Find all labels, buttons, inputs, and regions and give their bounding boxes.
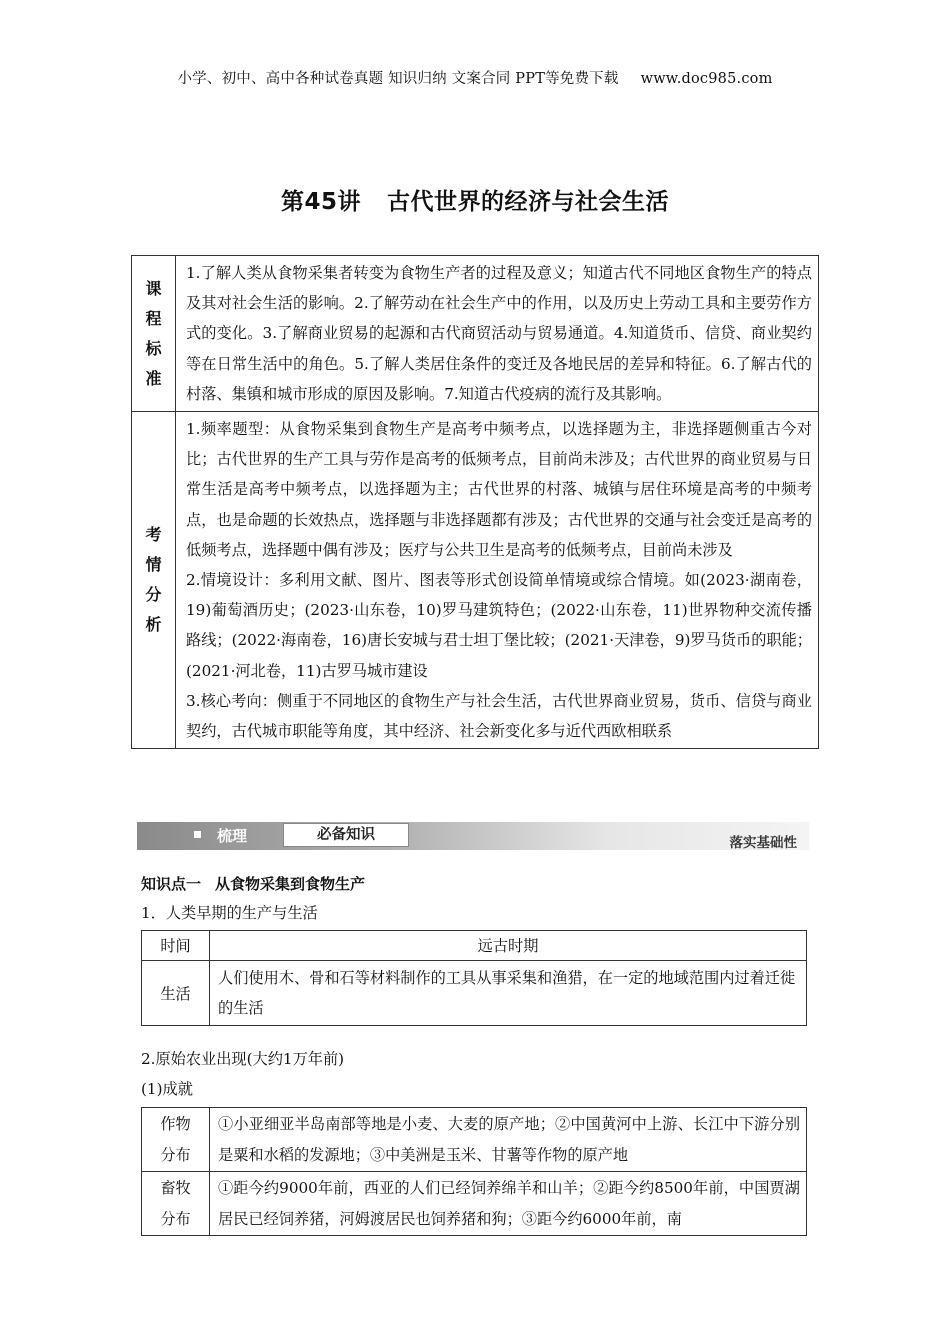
row-label-line: 作物 xyxy=(160,1115,191,1133)
sub1-heading: (1)成就 xyxy=(141,1080,193,1098)
row-label-line: 分布 xyxy=(160,1209,191,1228)
exam-label-char: 考 xyxy=(145,525,162,545)
table-row xyxy=(142,1172,807,1236)
table-row xyxy=(142,961,807,1026)
item1-heading: 1．人类早期的生产与生活 xyxy=(141,904,318,922)
item2-heading: 2.原始农业出现(大约1万年前) xyxy=(141,1050,345,1068)
row-label-line: 分布 xyxy=(160,1145,191,1164)
lecture-number: 第45讲 xyxy=(280,189,361,215)
exam-label-char: 分 xyxy=(145,585,162,605)
table-row xyxy=(142,931,807,961)
banner-right-label: 落实基础性 xyxy=(729,835,797,851)
crop-distribution-text: ①小亚细亚半岛南部等地是小麦、大麦的原产地；②中国黄河中上游、长江中下游分别是粟和水稻的发源地；③中美洲是玉米、甘薯等作物的原产地 xyxy=(210,1108,807,1172)
exam-analysis-row xyxy=(132,412,819,749)
curriculum-text xyxy=(176,256,819,412)
banner-section-label: 梳理 xyxy=(217,827,248,845)
header-url[interactable]: www.doc985.com xyxy=(640,71,773,87)
exam-label-char: 析 xyxy=(145,615,162,635)
section-banner xyxy=(137,822,809,850)
exam-paragraph-frequency: 1.频率题型：从食物采集到食物生产是高考中频考点，以选择题为主，非选择题侧重古今对比；古代世界的生产工具与劳作是高考的低频考点，目前尚未涉及；古代世界的商业贸易与日常生活是高考中频考点，以选择题为主；古代世界的村落、城镇与居住环境是高考的中频考点，也是命题的长效热点，选择题与非选择题都有涉及；古代世界的交通与社会变迁是高考的低频考点，选择题中偶有涉及；医疗与公共卫生是高考的低频考点，目前尚未涉及 xyxy=(186,420,812,559)
page-header xyxy=(0,67,950,88)
curriculum-label xyxy=(132,256,176,412)
table1-header-right: 远古时期 xyxy=(210,931,807,961)
knowledge-point-label: 知识点一 xyxy=(141,875,202,893)
livestock-distribution-label xyxy=(142,1172,210,1236)
crop-distribution-label xyxy=(142,1108,210,1172)
table1-row-right: 人们使用木、骨和石等材料制作的工具从事采集和渔猎，在一定的地域范围内过着迁徙的生活 xyxy=(210,961,807,1026)
curriculum-row xyxy=(132,256,819,412)
row-label-line: 畜牧 xyxy=(160,1179,191,1197)
curriculum-label-char: 标 xyxy=(145,338,162,358)
knowledge-point-heading xyxy=(141,873,365,894)
standards-table xyxy=(131,255,819,749)
header-site-text: 小学、初中、高中各种试卷真题 知识归纳 文案合同 PPT等免费下载 xyxy=(177,71,619,87)
square-bullet-icon xyxy=(194,831,201,838)
curriculum-label-char: 课 xyxy=(145,278,162,298)
table1-row-left: 生活 xyxy=(142,961,210,1026)
exam-paragraph-core: 3.核心考向：侧重于不同地区的食物生产与社会生活，古代世界商业贸易，货币、信贷与商业契约，古代城市职能等角度，其中经济、社会新变化多与近代西欧相联系 xyxy=(186,691,812,741)
exam-paragraph-scenario: 2.情境设计：多利用文献、图片、图表等形式创设简单情境或综合情境。如(2023·湖南卷，19)葡萄酒历史；(2023·山东卷，10)罗马建筑特色；(2022·山东卷，11)世界物种交流传播路线；(2022·海南卷，16)唐长安城与君士坦丁堡比较；(2021·天津卷，9)罗马货币的职能；(2021·河北卷，11)古罗马城市建设 xyxy=(186,571,812,680)
banner-tab-label: 必备知识 xyxy=(283,823,409,847)
page-title xyxy=(0,183,950,216)
table1-header-left: 时间 xyxy=(142,931,210,961)
lecture-topic: 古代世界的经济与社会生活 xyxy=(387,189,669,215)
curriculum-label-char: 准 xyxy=(145,368,162,388)
exam-analysis-label xyxy=(132,412,176,749)
curriculum-paragraph: 1.了解人类从食物采集者转变为食物生产者的过程及意义；知道古代不同地区食物生产的特点及其对社会生活的影响。2.了解劳动在社会生产中的作用，以及历史上劳动工具和主要劳作方式的变化。3.了解商业贸易的起源和古代商贸活动与贸易通道。4.知道货币、信贷、商业契约等在日常生活中的角色。5.了解人类居住条件的变迁及各地民居的差异和特征。6.了解古代的村落、集镇和城市形成的原因及影响。7.知道古代疫病的流行及其影响。 xyxy=(186,264,812,403)
knowledge-point-name: 从食物采集到食物生产 xyxy=(215,875,366,893)
early-life-table xyxy=(141,930,807,1026)
exam-analysis-text xyxy=(176,412,819,749)
livestock-distribution-text: ①距今约9000年前，西亚的人们已经饲养绵羊和山羊；②距今约8500年前，中国贾湖居民已经饲养猪，河姆渡居民也饲养猪和狗；③距今约6000年前，南 xyxy=(210,1172,807,1236)
table-row xyxy=(142,1108,807,1172)
curriculum-label-char: 程 xyxy=(145,308,162,328)
exam-label-char: 情 xyxy=(145,555,162,575)
agriculture-achievements-table xyxy=(141,1107,807,1236)
